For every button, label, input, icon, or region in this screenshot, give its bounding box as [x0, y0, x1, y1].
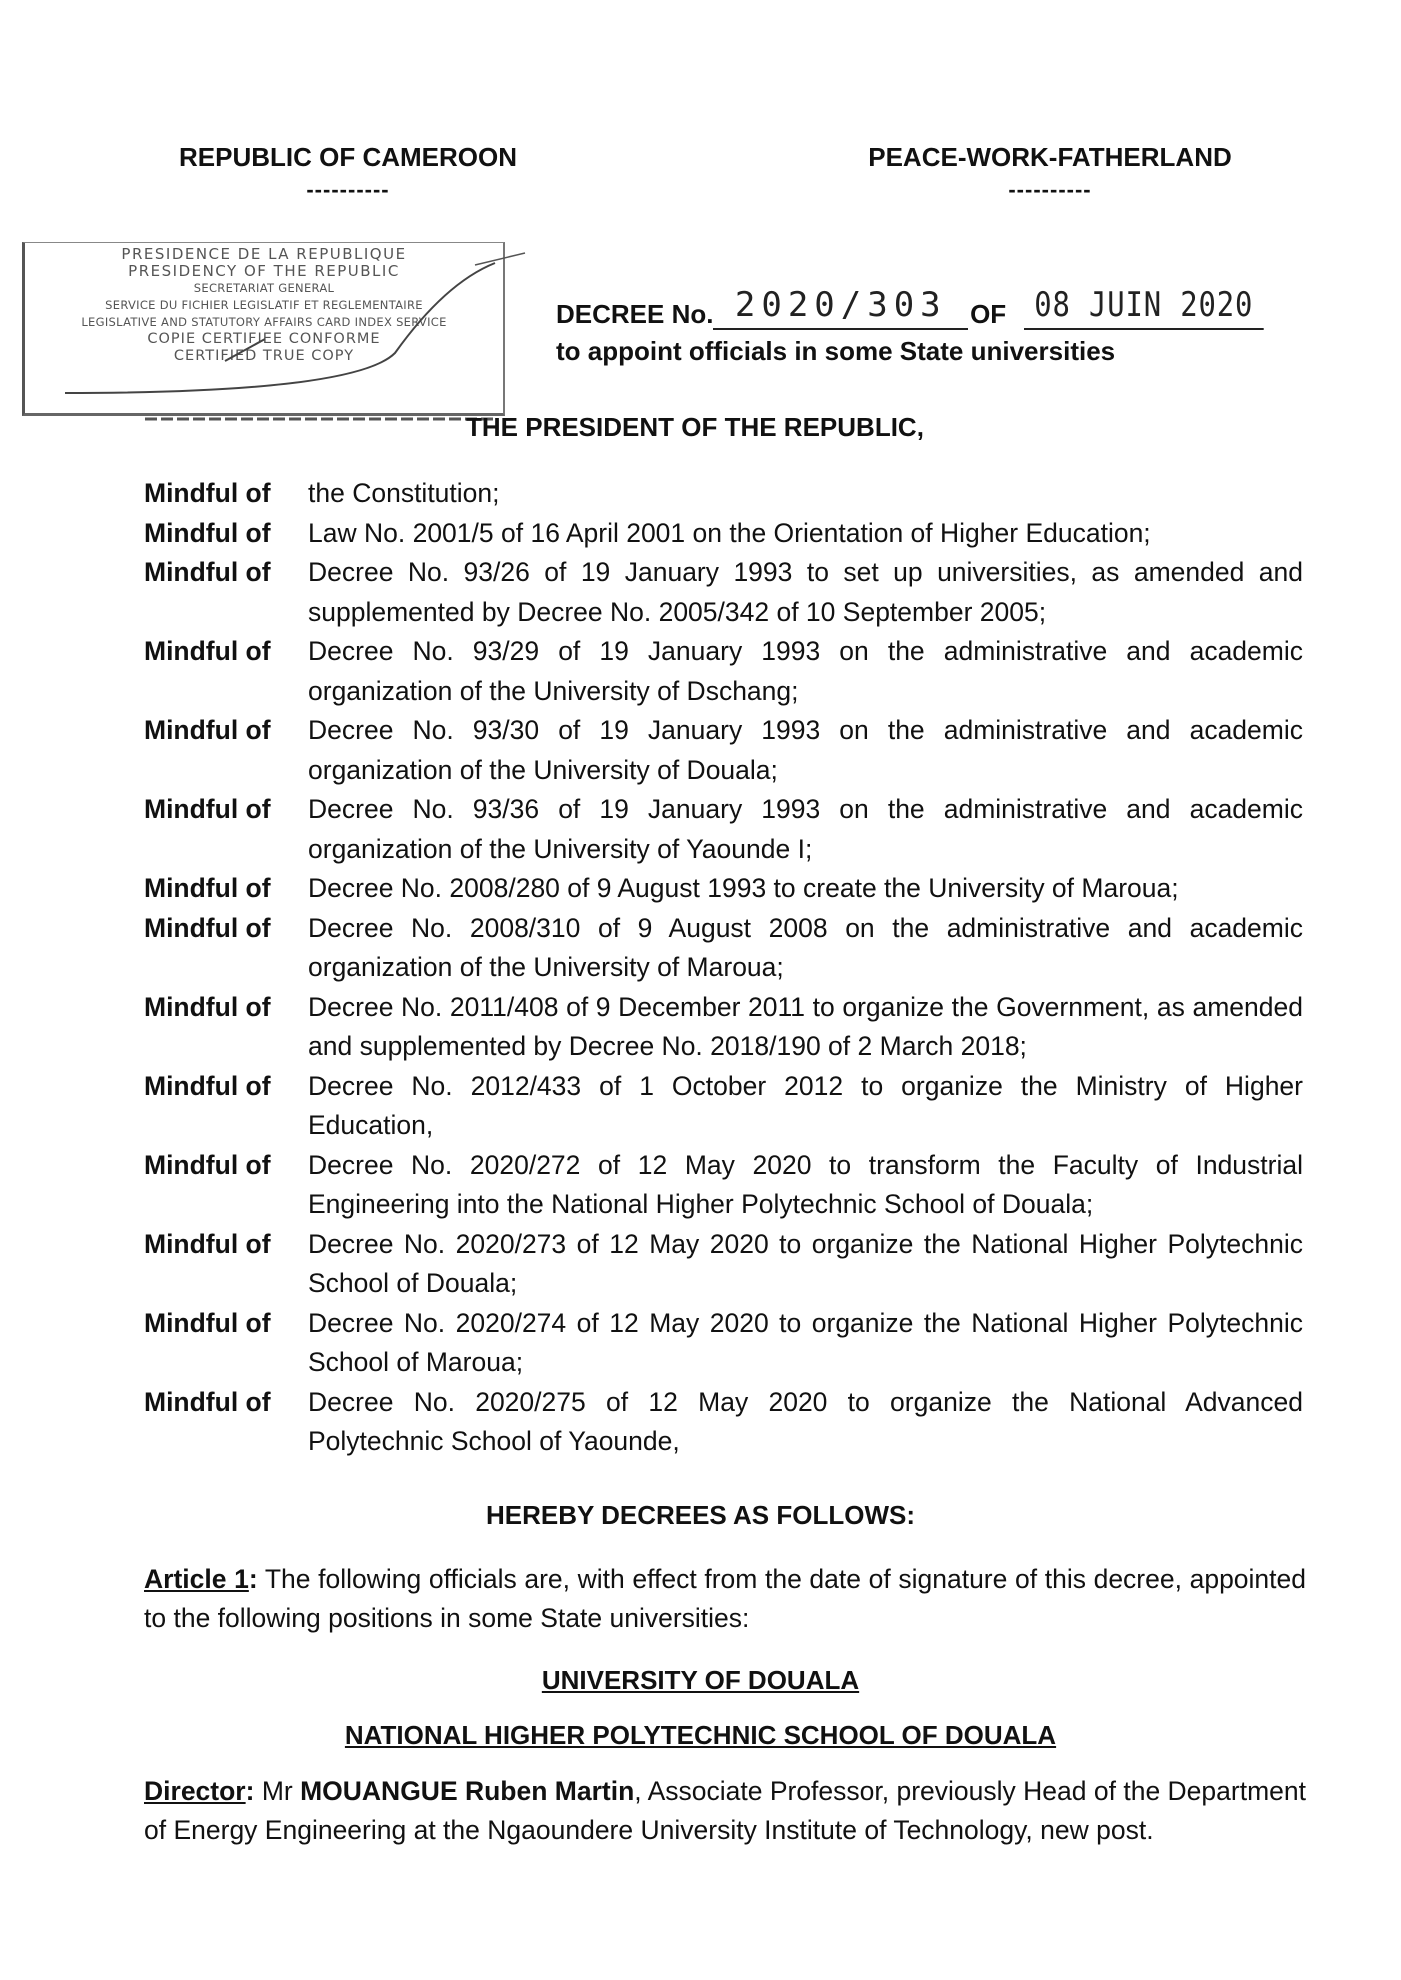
- mindful-text: Decree No. 93/30 of 19 January 1993 on the administrative and academic organization of the University of Douala;: [308, 715, 1303, 785]
- director-appointment: [144, 1772, 1306, 1850]
- mindful-item: [144, 1067, 1304, 1146]
- mindful-text: Decree No. 2020/275 of 12 May 2020 to organize the National Advanced Polytechnic School of Yaounde,: [308, 1386, 1303, 1456]
- country-header: [128, 142, 568, 203]
- director-prefix: Mr: [254, 1776, 301, 1806]
- stamp-line-1: PRESIDENCE DE LA REPUBLIQUE: [121, 245, 407, 263]
- mindful-list: [144, 474, 1304, 1462]
- mindful-text: the Constitution;: [308, 478, 500, 508]
- mindful-item: [144, 869, 1304, 909]
- decree-date: 08 JUIN 2020: [1024, 282, 1264, 330]
- mindful-label: Mindful of: [144, 991, 271, 1022]
- article-1-label: Article 1: [144, 1564, 249, 1594]
- mindful-label: Mindful of: [144, 636, 271, 666]
- president-line: THE PRESIDENT OF THE REPUBLIC,: [466, 412, 924, 442]
- school-heading: NATIONAL HIGHER POLYTECHNIC SCHOOL OF DOUALA: [344, 1720, 1057, 1750]
- stamp-line-7: CERTIFIED TRUE COPY: [173, 348, 355, 364]
- mindful-label: Mindful of: [144, 1228, 271, 1259]
- director-text: , Associate Professor, previously Head of the Department of Energy Engineering at the Ngaoundere University Institute of Technology, new post.: [144, 1776, 1307, 1845]
- mindful-item: [144, 632, 1304, 711]
- mindful-item: [144, 1225, 1304, 1304]
- mindful-item: [144, 790, 1304, 869]
- mindful-text: Decree No. 2008/310 of 9 August 2008 on the administrative and academic organization of the University of Maroua;: [308, 912, 1303, 982]
- mindful-label: Mindful of: [144, 557, 271, 587]
- mindful-item: [144, 909, 1304, 988]
- mindful-item: [144, 1383, 1304, 1462]
- mindful-item: [144, 711, 1304, 790]
- mindful-text: Decree No. 2011/408 of 9 December 2011 to organize the Government, as amended and supplemented by Decree No. 2018/190 of 2 March 2018;: [308, 991, 1303, 1061]
- stamp-line-3: SECRETARIAT GENERAL: [193, 281, 335, 295]
- decree-subtitle: to appoint officials in some State universities: [556, 336, 1116, 366]
- mindful-text: Decree No. 93/36 of 19 January 1993 on the administrative and academic organization of the University of Yaounde I;: [308, 794, 1303, 864]
- mindful-item: [144, 474, 1304, 514]
- mindful-label: Mindful of: [144, 1307, 271, 1338]
- mindful-label: Mindful of: [144, 912, 271, 943]
- mindful-label: Mindful of: [144, 1386, 271, 1417]
- article-1-colon: :: [248, 1564, 258, 1594]
- director-colon: :: [245, 1776, 255, 1806]
- stamp-line-2: PRESIDENCY OF THE REPUBLIC: [128, 262, 400, 280]
- decree-number: 2020/303: [713, 282, 968, 330]
- mindful-item: [144, 1304, 1304, 1383]
- decree-label: DECREE No.: [556, 299, 714, 329]
- article-1-text: The following officials are, with effect from the date of signature of this decree, appointed to the following positions in some State universities:: [144, 1564, 1307, 1633]
- stamp-line-4: SERVICE DU FICHIER LEGISLATIF ET REGLEMENTAIRE: [105, 298, 423, 312]
- mindful-text: Decree No. 93/29 of 19 January 1993 on the administrative and academic organization of the University of Dschang;: [308, 636, 1303, 706]
- motto-title: PEACE-WORK-FATHERLAND: [868, 142, 1232, 172]
- mindful-text: Decree No. 2020/272 of 12 May 2020 to transform the Faculty of Industrial Engineering into the National Higher Polytechnic School of Douala;: [308, 1149, 1303, 1219]
- mindful-text: Decree No. 2020/273 of 12 May 2020 to organize the National Higher Polytechnic School of Douala;: [308, 1228, 1303, 1298]
- mindful-text: Decree No. 2012/433 of 1 October 2012 to organize the Ministry of Higher Education,: [308, 1070, 1303, 1140]
- stamp-line-5: LEGISLATIVE AND STATUTORY AFFAIRS CARD INDEX SERVICE: [81, 315, 447, 329]
- mindful-item: [144, 1146, 1304, 1225]
- mindful-label: Mindful of: [144, 478, 271, 508]
- hereby-decrees: HEREBY DECREES AS FOLLOWS:: [485, 1500, 916, 1530]
- motto-dashes: ----------: [1008, 177, 1092, 202]
- mindful-label: Mindful of: [144, 1070, 271, 1101]
- motto-header: [840, 142, 1260, 203]
- mindful-item: [144, 553, 1304, 632]
- mindful-label: Mindful of: [144, 873, 271, 903]
- stamp-line-6: COPIE CERTIFIEE CONFORME: [147, 331, 381, 347]
- mindful-label: Mindful of: [144, 1149, 271, 1180]
- certified-copy-stamp: [22, 242, 505, 416]
- mindful-text: Decree No. 2020/274 of 12 May 2020 to organize the National Higher Polytechnic School of Maroua;: [308, 1307, 1303, 1377]
- director-label: Director: [144, 1776, 246, 1806]
- decree-number-row: [556, 280, 1306, 330]
- mindful-text: Decree No. 2008/280 of 9 August 1993 to create the University of Maroua;: [308, 873, 1179, 903]
- decree-of-label: OF: [970, 299, 1007, 329]
- mindful-label: Mindful of: [144, 794, 271, 824]
- mindful-label: Mindful of: [144, 517, 271, 548]
- article-1: [144, 1560, 1306, 1638]
- director-name: MOUANGUE Ruben Martin: [300, 1776, 635, 1806]
- stamp-signature-stroke: [25, 243, 585, 433]
- mindful-text: Law No. 2001/5 of 16 April 2001 on the Orientation of Higher Education;: [308, 517, 1151, 548]
- mindful-label: Mindful of: [144, 715, 271, 745]
- mindful-text: Decree No. 93/26 of 19 January 1993 to set up universities, as amended and supplemented by Decree No. 2005/342 of 10 September 2005;: [308, 557, 1303, 627]
- decree-heading: [556, 280, 1306, 367]
- university-heading: UNIVERSITY OF DOUALA: [541, 1665, 860, 1695]
- mindful-item: [144, 988, 1304, 1067]
- mindful-item: [144, 514, 1304, 554]
- country-title: REPUBLIC OF CAMEROON: [179, 142, 517, 172]
- country-dashes: ----------: [306, 177, 390, 202]
